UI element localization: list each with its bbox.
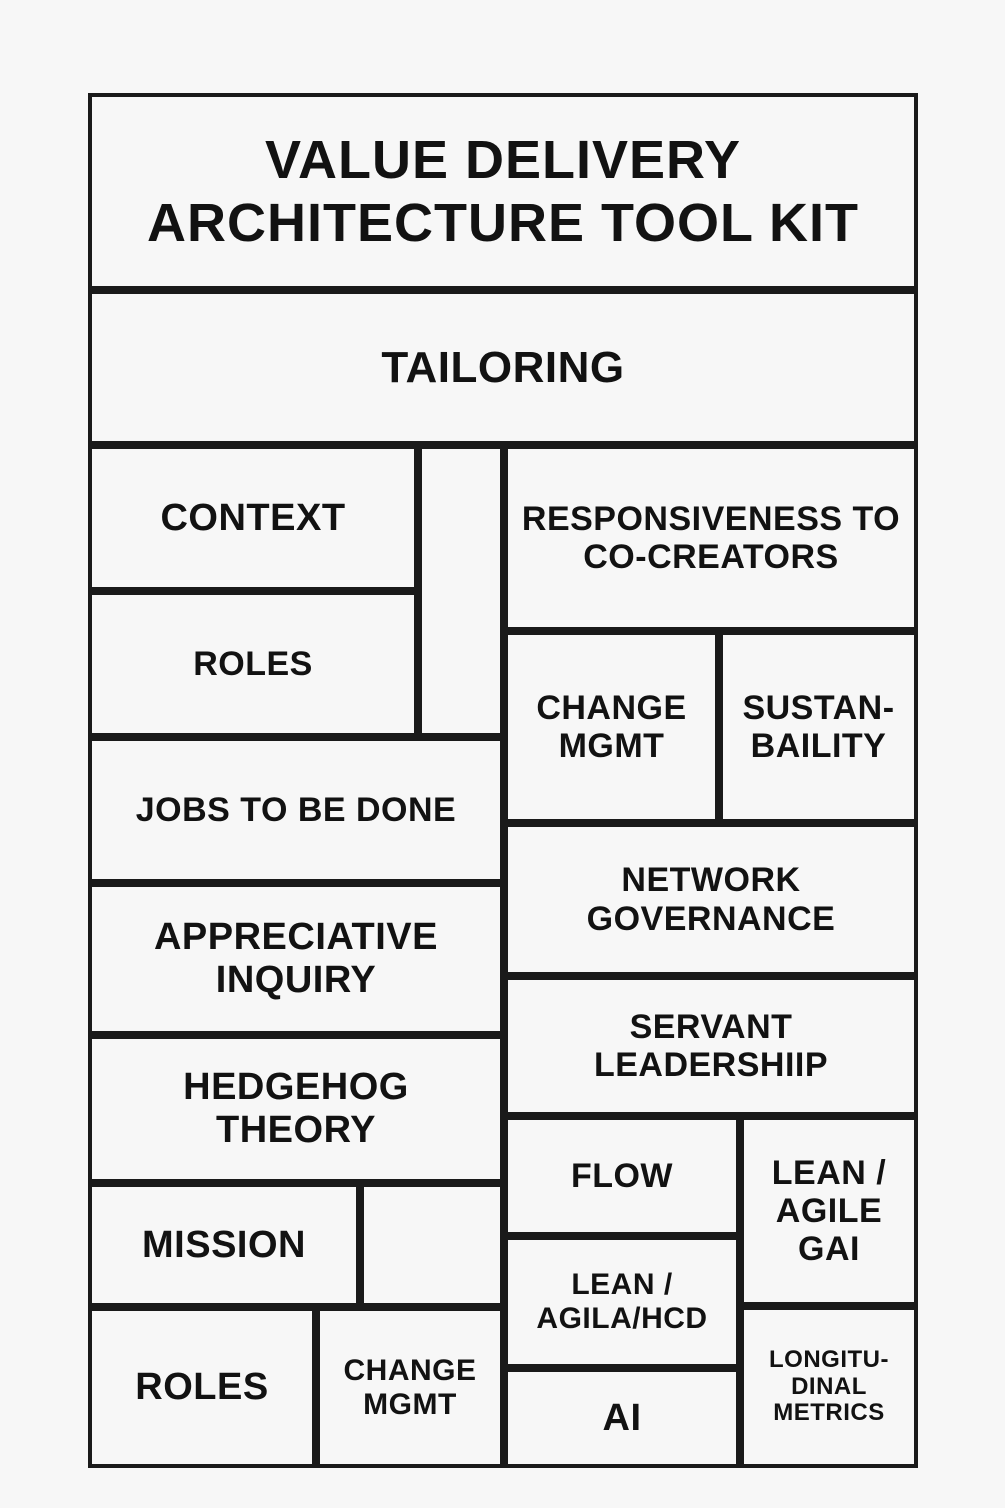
cell-context: CONTEXT xyxy=(88,445,418,591)
tailoring-band: TAILORING xyxy=(88,290,918,445)
cell-lean-agile-gai: LEAN / AGILE GAI xyxy=(740,1116,918,1306)
cell-appreciative-inquiry: APPRECIATIVE INQUIRY xyxy=(88,883,504,1035)
cell-roles-lower: ROLES xyxy=(88,1307,316,1468)
cell-network-governance: NETWORK GOVERNANCE xyxy=(504,823,918,976)
cell-responsiveness-to-co-creators: RESPONSIVENESS TO CO-CREATORS xyxy=(504,445,918,631)
cell-roles-upper: ROLES xyxy=(88,591,418,737)
cell-change-mgmt-upper: CHANGE MGMT xyxy=(504,631,719,823)
page-title: VALUE DELIVERY ARCHITECTURE TOOL KIT xyxy=(88,93,918,290)
cell-change-mgmt-lower: CHANGE MGMT xyxy=(316,1307,504,1468)
cell-flow: FLOW xyxy=(504,1116,740,1236)
cell-servant-leadership: SERVANT LEADERSHIIP xyxy=(504,976,918,1116)
cell-mission: MISSION xyxy=(88,1183,360,1307)
cell-empty-left-lower xyxy=(360,1183,504,1307)
cell-jobs-to-be-done: JOBS TO BE DONE xyxy=(88,737,504,883)
cell-lean-agila-hcd: LEAN / AGILA/HCD xyxy=(504,1236,740,1368)
cell-sustainability: SUSTAN-BAILITY xyxy=(719,631,918,823)
cell-hedgehog-theory: HEDGEHOG THEORY xyxy=(88,1035,504,1183)
cell-longitudinal-metrics: LONGITU-DINAL METRICS xyxy=(740,1306,918,1468)
cell-ai: AI xyxy=(504,1368,740,1468)
cell-empty-left-upper xyxy=(418,445,504,737)
